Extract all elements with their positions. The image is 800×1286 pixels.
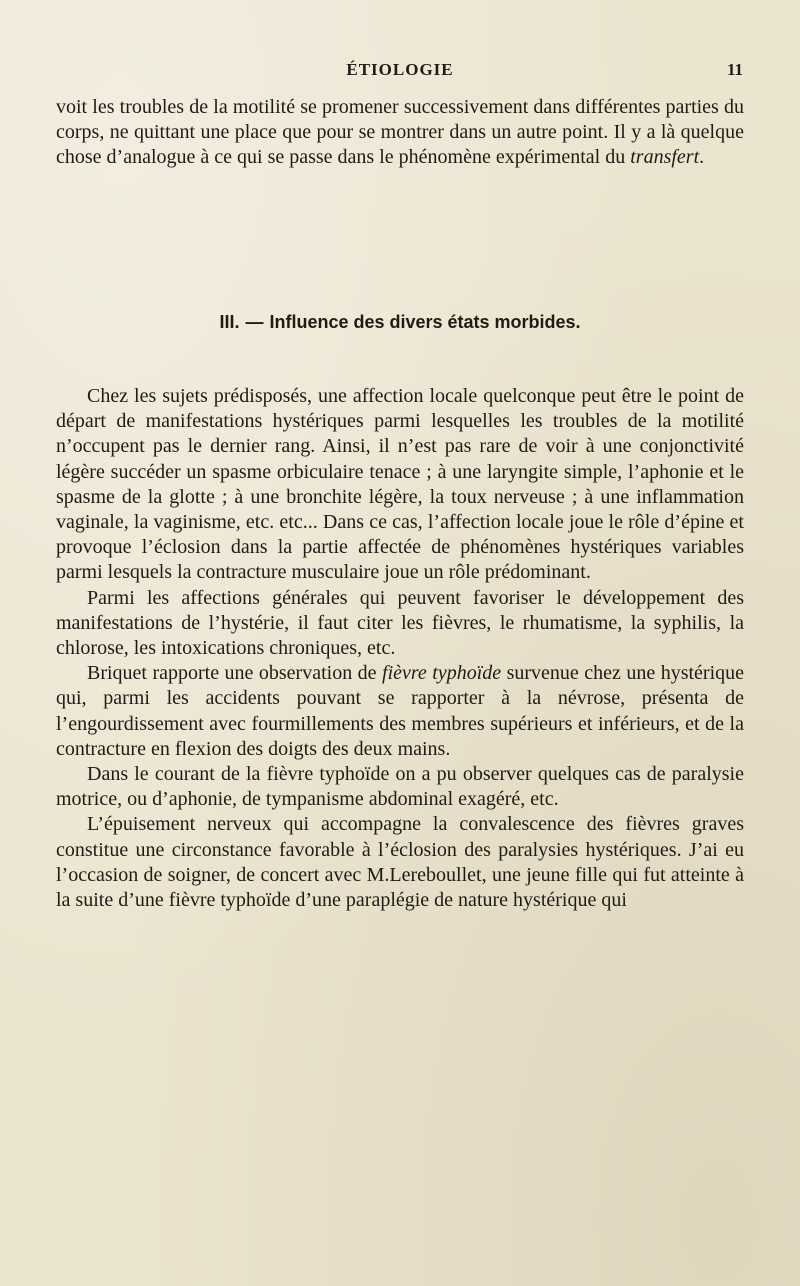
continued-paragraph [56,95,744,171]
paragraph: Chez les sujets prédisposés, une affection locale quelconque peut être le point de départ de manifestations hystériques parmi lesquelles les troubles de la motilité n’occupent pas le dernier rang. Ainsi, il n’est pas rare de voir à une conjonctivité légère succéder un spasme orbiculaire tenace ; à une laryngite simple, l’aphonie et le spasme de la glotte ; à une bronchite légère, la toux nerveuse ; à une inflammation vaginale, la vaginisme, etc. etc... Dans ce cas, l’affection locale joue le rôle d’épine et provoque l’éclosion dans la partie affectée de phénomènes hystériques variables parmi lesquels la contracture musculaire joue un rôle prédominant. [56,385,744,584]
page-number: 11 [726,60,743,79]
paragraph: Dans le courant de la fièvre typhoïde on a pu observer quelques cas de paralysie motrice, ou d’aphonie, de tympanisme abdominal exagéré, etc. [56,763,744,811]
paragraph-text-end: survenue chez une hystérique qui, parmi les accidents pouvant se rapporter à la névrose, présenta de l’engourdissement avec fourmillements des membres supérieurs et inférieurs, et de la contracture en flexion des doigts des deux mains. [56,662,745,760]
top-text-block [56,95,744,171]
paragraph: Parmi les affections générales qui peuvent favoriser le développement des manifestations de l’hystérie, il faut citer les fièvres, le rhumatisme, la syphilis, la chlorose, les intoxications chroniques, etc. [56,586,744,660]
running-title: ÉTIOLOGIE [346,60,454,79]
italic-term: fièvre typhoïde [382,662,502,685]
running-head [0,60,800,84]
main-text-block [56,384,744,913]
paragraph: L’épuisement nerveux qui accompagne la convalescence des fièvres graves constitue une circonstance favorable à l’éclosion des paralysies hystériques. J’ai eu l’occasion de soigner, de concert avec M.Lereboullet, une jeune fille qui fut atteinte à la suite d’une fièvre typhoïde d’une paraplégie de nature hystérique qui [56,813,744,912]
section-number: III. [219,312,240,332]
paragraph-briquet [56,661,744,762]
italic-term: transfert [630,146,700,169]
paragraph-text: Briquet rapporte une observation de [87,662,383,685]
section-heading [0,312,800,333]
paragraph-text-end: . [699,146,705,169]
paragraph-text: voit les troubles de la motilité se promener successivement dans différentes parties du corps, ne quittant une place que pour se montrer dans un autre point. Il y a là quelque chose d’analogue à ce qui se passe dans le phénomène expérimental du [56,96,744,169]
section-dash: — [245,312,264,332]
section-title: Influence des divers états morbides. [269,312,581,332]
